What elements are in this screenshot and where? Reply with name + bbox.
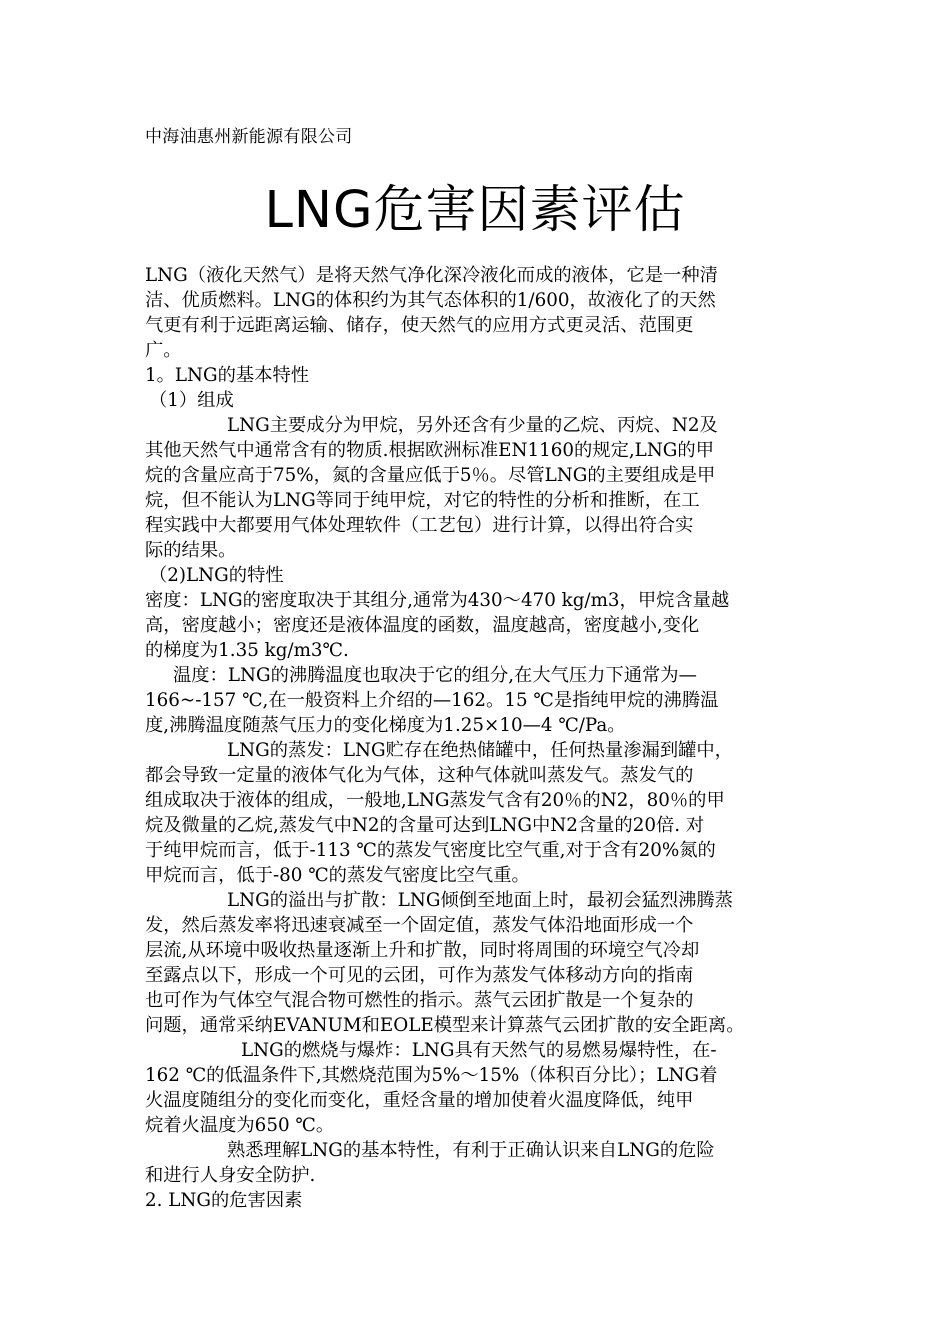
body-line: 于纯甲烷而言，低于-113 ℃的蒸发气密度比空气重,对于含有20%氮的 (145, 840, 716, 861)
body-line: 烷，但不能认为LNG等同于纯甲烷，对它的特性的分析和推断，在工 (145, 490, 700, 511)
body-line: 烷及微量的乙烷,蒸发气中N2的含量可达到LNG中N2含量的20倍. 对 (145, 815, 705, 836)
body-line: 际的结果。 (145, 540, 237, 561)
body-line: LNG主要成分为甲烷，另外还含有少量的乙烷、丙烷、N2及 (227, 415, 718, 436)
body-line: 度,沸腾温度随蒸气压力的变化梯度为1.25×10—4 ℃/Pa。 (145, 715, 626, 736)
body-line: 2. LNG的危害因素 (145, 1190, 303, 1211)
body-line: 和进行人身安全防护. (145, 1165, 316, 1186)
body-line: LNG的燃烧与爆炸：LNG具有天然气的易燃易爆特性，在- (241, 1040, 717, 1061)
document-title: LNG危害因素评估 (264, 181, 686, 240)
body-line: 组成取决于液体的组成，一般地,LNG蒸发气含有20％的N2，80％的甲 (145, 790, 725, 811)
body-line: 166~-157 ℃,在一般资料上介绍的—162。15 ℃是指纯甲烷的沸腾温 (145, 690, 719, 711)
document-body (145, 263, 825, 1213)
body-line: 温度：LNG的沸腾温度也取决于它的组分,在大气压力下通常为— (173, 665, 697, 686)
body-line: 其他天然气中通常含有的物质.根据欧洲标准EN1160的规定,LNG的甲 (145, 440, 714, 461)
body-line: 1。LNG的基本特性 (145, 365, 310, 386)
body-line: 问题，通常采纳EVANUM和EOLE模型来计算蒸气云团扩散的安全距离。 (145, 1015, 745, 1036)
body-line: 162 ℃的低温条件下,其燃烧范围为5%～15%（体积百分比）；LNG着 (145, 1065, 718, 1086)
body-line: 至露点以下，形成一个可见的云团，可作为蒸发气体移动方向的指南 (145, 965, 694, 986)
body-line: 洁、优质燃料。LNG的体积约为其气态体积的1/600，故液化了的天然 (145, 290, 716, 311)
body-line: LNG的溢出与扩散：LNG倾倒至地面上时，最初会猛烈沸腾蒸 (227, 890, 733, 911)
body-line: 气更有利于远距离运输、储存，使天然气的应用方式更灵活、范围更 (145, 315, 694, 336)
body-line: 程实践中大都要用气体处理软件（工艺包）进行计算，以得出符合实 (145, 515, 694, 536)
body-line: 甲烷而言，低于-80 ℃的蒸发气密度比空气重。 (145, 865, 530, 886)
body-line: 高，密度越小；密度还是液体温度的函数，温度越高，密度越小,变化 (145, 615, 700, 636)
company-name: 中海油惠州新能源有限公司 (145, 127, 353, 147)
body-line: 层流,从环境中吸收热量逐渐上升和扩散，同时将周围的环境空气冷却 (145, 940, 700, 961)
body-line: 烷的含量应高于75%，氮的含量应低于5％。尽管LNG的主要组成是甲 (145, 465, 716, 486)
body-line: （2)LNG的特性 (149, 565, 284, 586)
body-line: 熟悉理解LNG的基本特性，有利于正确认识来自LNG的危险 (227, 1140, 715, 1161)
body-line: 广。 (145, 340, 182, 361)
body-line: 也可作为气体空气混合物可燃性的指示。蒸气云团扩散是一个复杂的 (145, 990, 694, 1011)
body-line: 的梯度为1.35 kg/m3℃. (145, 640, 349, 661)
body-line: 发，然后蒸发率将迅速衰减至一个固定值，蒸发气体沿地面形成一个 (145, 915, 694, 936)
body-line: LNG（液化天然气）是将天然气净化深冷液化而成的液体，它是一种清 (145, 265, 718, 286)
body-line: LNG的蒸发：LNG贮存在绝热储罐中，任何热量渗漏到罐中， (227, 740, 733, 761)
body-line: 烷着火温度为650 ℃。 (145, 1115, 335, 1136)
body-line: 火温度随组分的变化而变化，重烃含量的增加使着火温度降低，纯甲 (145, 1090, 694, 1111)
body-line: 密度：LNG的密度取决于其组分,通常为430～470 kg/m3，甲烷含量越 (145, 590, 730, 611)
body-line: 都会导致一定量的液体气化为气体，这种气体就叫蒸发气。蒸发气的 (145, 765, 694, 786)
body-line: （1）组成 (149, 390, 234, 411)
